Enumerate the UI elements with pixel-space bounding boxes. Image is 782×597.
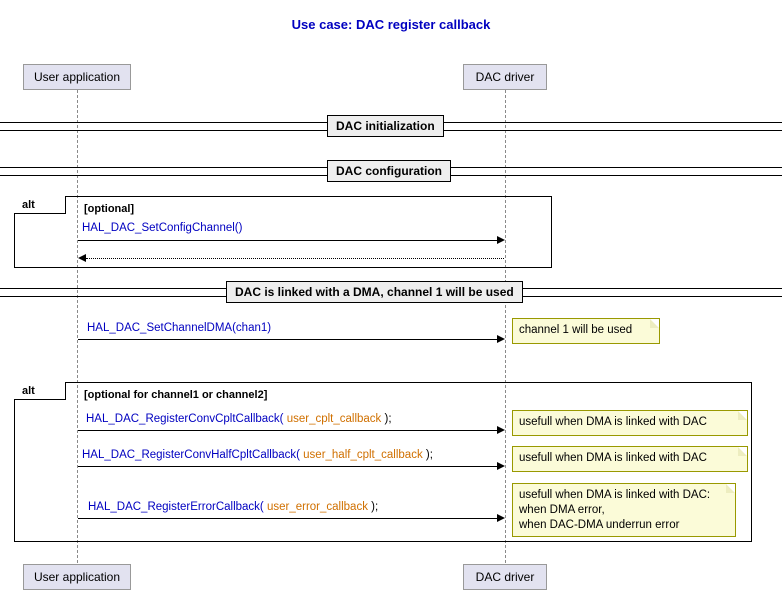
note-channel-1-will-be-used: [512, 318, 660, 344]
arrow-head: [78, 254, 86, 262]
message-arrow-setconfigchannel: [78, 240, 498, 241]
note-line: usefull when DMA is linked with DAC: [519, 416, 707, 428]
message-suffix: );: [371, 501, 379, 513]
participant-footer-user-application[interactable]: [23, 564, 131, 590]
message-text: HAL_DAC_RegisterConvCpltCallback(: [86, 413, 284, 425]
message-arrow-registerconvhalfcpltcallback: [78, 466, 498, 467]
separator-dac-initialization: [327, 115, 444, 137]
arrow-head: [497, 462, 505, 470]
note-line: when DAC-DMA underrun error: [519, 519, 680, 531]
arrow-head: [497, 514, 505, 522]
message-label-setconfigchannel: [82, 222, 242, 234]
separator-label: DAC initialization: [336, 119, 435, 133]
separator-label: DAC is linked with a DMA, channel 1 will be used: [235, 285, 514, 299]
participant-label: User application: [33, 70, 121, 84]
message-suffix: );: [425, 449, 433, 461]
message-label-setchanneldma: [87, 322, 271, 334]
message-suffix: );: [384, 413, 392, 425]
message-param: user_half_cplt_callback: [299, 449, 426, 461]
message-label-registerconvcpltcallback: [86, 413, 392, 425]
alt-frame-condition: [optional for channel1 or channel2]: [84, 389, 268, 401]
separator-dac-configuration: [327, 160, 451, 182]
note-usefull-dma-linked-1: [512, 410, 748, 436]
alt-frame-tab-label: alt: [22, 385, 35, 397]
message-text: HAL_DAC_RegisterErrorCallback(: [88, 501, 264, 513]
note-fold-corner: [650, 319, 659, 328]
note-line: usefull when DMA is linked with DAC: [519, 452, 707, 464]
note-usefull-dma-linked-2: [512, 446, 748, 472]
message-param: user_cplt_callback: [283, 413, 385, 425]
message-text: HAL_DAC_RegisterConvHalfCpltCallback(: [82, 449, 300, 461]
participant-dac-driver[interactable]: [463, 64, 547, 90]
arrow-head: [497, 236, 505, 244]
message-arrow-return: [86, 258, 504, 259]
diagram-title: Use case: DAC register callback: [291, 17, 491, 32]
participant-label: User application: [33, 570, 121, 584]
note-fold-corner: [738, 447, 747, 456]
separator-dac-dma-link: [226, 281, 523, 303]
message-text: HAL_DAC_SetConfigChannel(): [82, 222, 243, 234]
separator-label: DAC configuration: [336, 164, 442, 178]
participant-user-application[interactable]: [23, 64, 131, 90]
note-line: channel 1 will be used: [519, 324, 633, 336]
arrow-head: [497, 426, 505, 434]
message-arrow-registererrorcallback: [78, 518, 498, 519]
note-usefull-dma-errors: [512, 483, 736, 537]
note-line: usefull when DMA is linked with DAC:: [519, 489, 711, 501]
message-param: user_error_callback: [263, 501, 372, 513]
participant-label: DAC driver: [475, 570, 535, 584]
note-fold-corner: [726, 484, 735, 493]
arrow-head: [497, 335, 505, 343]
message-text: HAL_DAC_SetChannelDMA(chan1): [87, 322, 272, 334]
message-label-registerconvhalfcpltcallback: [82, 449, 433, 461]
note-line: when DMA error,: [519, 504, 605, 516]
note-fold-corner: [738, 411, 747, 420]
message-label-registererrorcallback: [88, 501, 378, 513]
participant-footer-dac-driver[interactable]: [463, 564, 547, 590]
participant-label: DAC driver: [475, 70, 535, 84]
alt-frame-condition: [optional]: [84, 203, 135, 215]
alt-frame-tab-label: alt: [22, 199, 35, 211]
message-arrow-registerconvcpltcallback: [78, 430, 498, 431]
message-arrow-setchanneldma: [78, 339, 498, 340]
